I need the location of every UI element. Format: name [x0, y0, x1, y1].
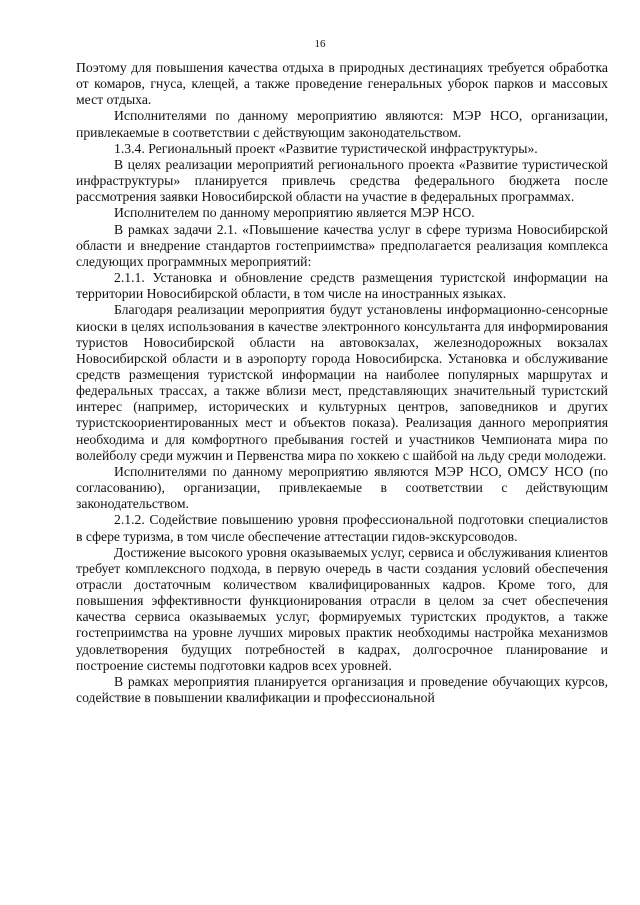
paragraph-continuation: Поэтому для повышения качества отдыха в природных дестинациях требуется обработка от комаров, гнуса, клещей, а также проведение генеральных уборок парков и массовых мест отдыха.	[76, 60, 608, 108]
paragraph: Исполнителями по данному мероприятию являются МЭР НСО, ОМСУ НСО (по согласованию), организации, привлекаемые в соответствии с действующим законодательством.	[76, 463, 608, 512]
paragraph: Достижение высокого уровня оказываемых услуг, сервиса и обслуживания клиентов требует комплексного подхода, в первую очередь в части создания условий обеспечения отрасли достаточным количеством квалифицированных кадров. Кроме того, для повышения эффективности функционирования отрасли в целом за счет обеспечения качества сервиса оказываемых услуг, формируемых туристских продуктов, а также гостеприимства на уровне лучших мировых практик необходимы настройка механизмов удовлетворения будущих потребностей в кадрах, долгосрочное планирование и построение системы подготовки кадров всех уровней.	[76, 544, 609, 673]
paragraph: Благодаря реализации мероприятия будут установлены информационно-сенсорные киоски в целях использования в качестве электронного консультанта для информирования туристов Новосибирской области на автовокзалах, железнодорожных вокзалах Новосибирской области и в аэропорту города Новосибирска. Установка и обслуживание средств размещения туристской информации на наиболее популярных маршрутах и федеральных трассах, а также вблизи мест, представляющих значительный туристский интерес (например, исторических и культурных центров, заповедников и других туристскоориентированных мест и объектов показа). Реализация данного мероприятия необходима и для комфортного пребывания гостей и участников Чемпионата мира по волейболу среди мужчин и Первенства мира по хоккею с шайбой на льду среди молодежи.	[76, 302, 608, 463]
paragraph-heading-2-1-2: 2.1.2. Содействие повышению уровня профессиональной подготовки специалистов в сфере туризма, в том числе обеспечение аттестации гидов-экскурсоводов.	[76, 512, 608, 544]
document-body	[76, 60, 608, 706]
paragraph-heading-1-3-4: 1.3.4. Региональный проект «Развитие туристической инфраструктуры».	[114, 140, 538, 156]
paragraph: Исполнителями по данному мероприятию являются: МЭР НСО, организации, привлекаемые в соответствии с действующим законодательством.	[76, 108, 608, 140]
paragraph: В рамках мероприятия планируется организация и проведение обучающих курсов, содействие в повышении квалификации и профессиональной	[76, 673, 608, 706]
paragraph: В целях реализации мероприятий регионального проекта «Развитие туристической инфраструктуры» планируется привлечь средства федерального бюджета после рассмотрения заявки Новосибирской области на участие в федеральных программах.	[76, 156, 608, 205]
paragraph: В рамках задачи 2.1. «Повышение качества услуг в сфере туризма Новосибирской области и внедрение стандартов гостеприимства» предполагается реализация комплекса следующих программных мероприятий:	[76, 221, 608, 269]
paragraph-heading-2-1-1: 2.1.1. Установка и обновление средств размещения туристской информации на территории Новосибирской области, в том числе на иностранных языках.	[76, 270, 608, 302]
paragraph: Исполнителем по данному мероприятию является МЭР НСО.	[114, 205, 475, 221]
page-number: 16	[314, 38, 326, 50]
